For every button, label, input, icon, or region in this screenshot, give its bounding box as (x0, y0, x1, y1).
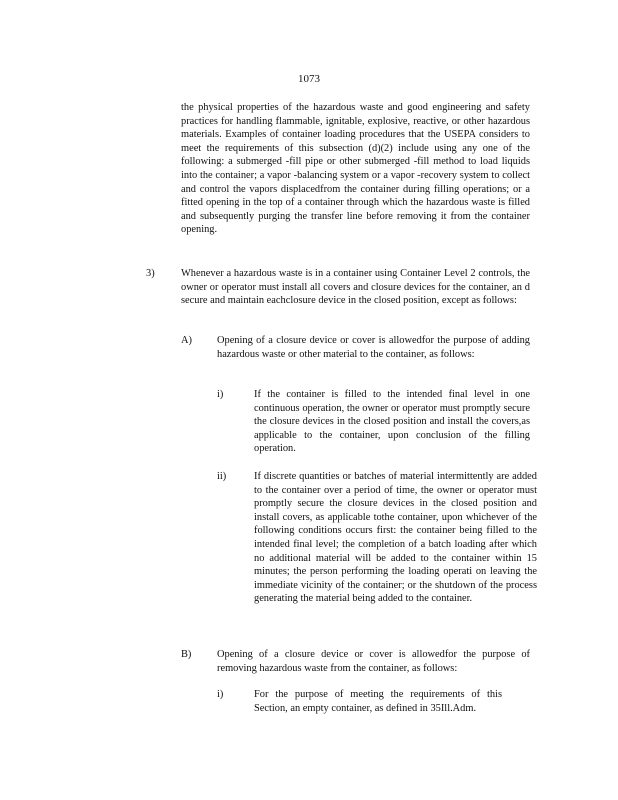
item-b-paragraph: Opening of a closure device or cover is allowedfor the purpose of removing hazardous waste from the container, as follows: (217, 649, 530, 674)
item-a-paragraph: Opening of a closure device or cover is allowedfor the purpose of adding hazardous waste or other material to the container, as follows: (217, 335, 530, 360)
item-a-i-paragraph: If the container is filled to the intended final level in one continuous operation, the owner or operator must promptly secure the closure devices in the closed position and install the covers,as applicable to the container, upon conclusion of the filling operation. (254, 389, 530, 455)
page-number: 1073 (298, 73, 320, 85)
item-b-i-marker: i) (217, 689, 224, 700)
item-a-ii-marker: ii) (217, 471, 227, 482)
item-a-marker: A) (181, 335, 192, 346)
item-b-marker: B) (181, 649, 192, 660)
intro-paragraph: the physical properties of the hazardous waste and good engineering and safety practices for handling flammable, ignitable, explosive, reactive, or other hazardous materials. Examples of container loading procedures that the USEPA considers to meet the requirements of this subsection (d)(2) include using any one of the following: a submerged -fill pipe or other submerged -fill method to load liquids into the container; a vapor -balancing system or a vapor -recovery system to collect and control the vapors displacedfrom the container during filling operations; or a fitted opening in the top of a container through which the hazardous waste is filled and subsequently purging the transfer line before removing it from the container opening. (181, 102, 530, 236)
item-3-marker: 3) (146, 268, 155, 279)
item-a-i-marker: i) (217, 389, 224, 400)
item-3-paragraph: Whenever a hazardous waste is in a container using Container Level 2 controls, the owner or operator must install all covers and closure devices for the container, an d secure and maintain eachclosure device in the closed position, except as follows: (181, 268, 530, 307)
item-a-ii-paragraph: If discrete quantities or batches of material intermittently are added to the container over a period of time, the owner or operator must promptly secure the closure devices in the closed position and install covers, as applicable tothe container, upon whichever of the following conditions occurs first: the container being filled to the intended final level; the completion of a batch loading after which no additional material will be added to the container within 15 minutes; the person performing the loading operati on leaving the immediate vicinity of the container; or the shutdown of the process generating the material being added to the container. (254, 471, 537, 605)
item-b-i-paragraph: For the purpose of meeting the requirements of this Section, an empty container, as defined in 35Ill.Adm. (254, 689, 502, 714)
